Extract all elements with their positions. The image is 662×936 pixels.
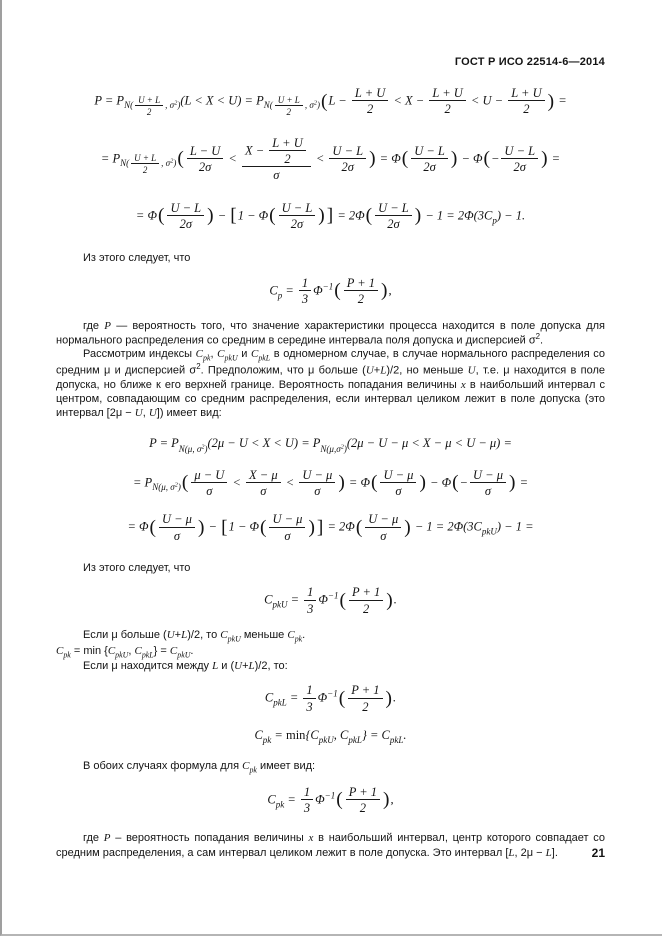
text-cpk-min-equals-cpku: $C_{pk} = \min \{C_{pkU}$, $C_{pkL}\} = C_{pkU}$. xyxy=(56,644,194,660)
text-if-mu-between: Если μ находится между L и (U+L)/2, то: xyxy=(83,660,288,673)
text-if-mu-greater: Если μ больше (U+L)/2, то $C_{pkU}$ меньше $C_{pk}$. xyxy=(83,629,306,644)
text-it-follows-2: Из этого следует, что xyxy=(83,562,191,574)
formula-cpk-min-equals-cpkl: $C_{pk} = \min\{C_{pkU}$, $C_{pkL}\} = C_{pkL}$. xyxy=(254,728,407,746)
paragraph-consider-indices: Рассмотрим индексы $C_{pk}$, $C_{pkU}$ и $C_{pkL}$ в одномерном случае, в случае нормального распределения со средним μ и дисперсией $\sigma^2$. Предположим, что μ больше (U+L)/2, но меньше U, т.е. μ находится в поле допуска, но ближе к его верхней границе. Вероятность попадания величины x в наибольший интервал с центром, совпадающим со средним распределения, если интервал целиком лежит в поле допуска (это интервал [2μ − U, U]) имеет вид: xyxy=(56,348,605,420)
formula-tolerance-probability-line-1: $P = P_{N( \frac{U + L}{2} , \sigma^2)}(L < X < U) = P_{N( \frac{U + L}{2} , \sigma^2)}(L$ − $\frac{L + U}{2}$ < X − $\frac{L + U}{2}$ < U − $\frac{L + U}{2}$ ) = xyxy=(94,86,567,118)
formula-interval-probability-line-2: = $P_{N(\mu, \sigma^2)}$( $\frac{\mu - U}{\sigma}$ < $\frac{X - \mu}{\sigma}$ < $\frac{U - \mu}{\sigma}$ ) = Φ( $\frac{U - \mu}{\sigma}$ ) − Φ(− $\frac{U - \mu}{\sigma}$ ) = xyxy=(132,467,528,498)
formula-cpk: $C_{pk}$ = $\frac{1}{3}$ $\Phi^{-1}$( $\frac{P + 1}{2}$ ), xyxy=(267,784,394,815)
formula-tolerance-probability-line-3: = Φ( $\frac{U - L}{2\sigma}$ ) − [1 − Φ( $\frac{U - L}{2\sigma}$ ) ] = 2Φ( $\frac{U - L}{2\sigma}$ ) − $1 = 2\Phi(3C_p) - 1$. xyxy=(135,200,526,232)
formula-interval-probability-line-3: = Φ( $\frac{U - \mu}{\sigma}$ ) − [1 − Φ( $\frac{U - \mu}{\sigma}$ ) ] = 2Φ( $\frac{U - \mu}{\sigma}$ ) − $1 = 2\Phi(3C_{pkU}) - 1$ = xyxy=(127,512,534,543)
page-number: 21 xyxy=(591,846,605,860)
formula-tolerance-probability-line-2: = $P_{N( \frac{U + L}{2} , \sigma^2)}$( $\frac{L - U}{2\sigma}$ < X − $\frac{L + U}{2}$ σ < $\frac{U - L}{2\sigma}$ ) = Φ( $\frac{U - L}{2\sigma}$ ) − Φ(− $\frac{U - L}{2\sigma}$ ) = xyxy=(100,135,561,183)
formula-interval-probability-line-1: $P = P_{N(\mu, \sigma^2)}(2\mu - U < X < U) = P_{N(\mu,\sigma^2)}(2\mu - U - \mu < X - \mu < U - \mu)$ = xyxy=(149,436,512,454)
formula-cp: $C_p$ = $\frac{1}{3}$ $\Phi^{-1}$( $\frac{P + 1}{2}$ ), xyxy=(269,275,392,307)
document-header: ГОСТ Р ИСО 22514-6—2014 xyxy=(454,56,605,68)
formula-cpkl: $C_{pkL}$ = $\frac{1}{3}$ $\Phi^{-1}$( $\frac{P + 1}{2}$ ). xyxy=(264,683,397,714)
formula-cpku: $C_{pkU}$ = $\frac{1}{3}$ $\Phi^{-1}$( $\frac{P + 1}{2}$ ). xyxy=(264,585,397,616)
paragraph-where-p-interval: где P – вероятность попадания величины x в наибольший интервал, центр которого совпадает со средним распределения, а сам интервал целиком лежит в поле допуска. Это интервал [L, 2μ − L]. xyxy=(56,832,605,859)
text-both-cases: В обоих случаях формула для $C_{pk}$ имеет вид: xyxy=(83,760,316,775)
text-it-follows-1: Из этого следует, что xyxy=(83,252,191,265)
paragraph-where-p-tolerance: где P — вероятность того, что значение характеристики процесса находится в поле допуска для нормального распределения со средним в середине интервала поля допуска и дисперсией $\sigma^2$. xyxy=(56,319,605,347)
